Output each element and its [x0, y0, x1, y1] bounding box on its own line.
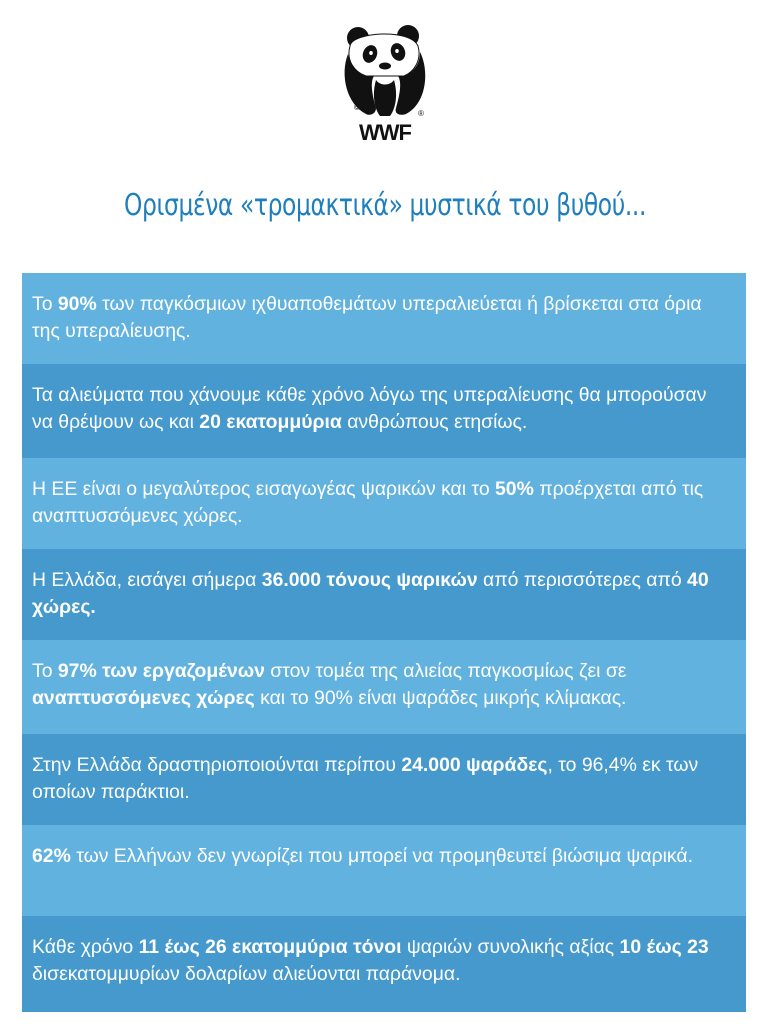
fact-highlight: 97% των εργαζομένων [57, 660, 265, 682]
fact-row [22, 273, 746, 364]
fact-row [22, 734, 746, 825]
fact-segment: Στην Ελλάδα δραστηριοποιούνται περίπου [32, 754, 402, 776]
fact-highlight: αναπτυσσόμενες χώρες [32, 687, 255, 709]
fact-segment: ψαριών συνολικής αξίας [401, 936, 620, 958]
fact-highlight: 36.000 τόνους ψαρικών [261, 569, 478, 591]
panda-icon [340, 24, 430, 120]
fact-highlight: 11 έως 26 εκατομμύρια τόνοι [138, 936, 402, 958]
fact-segment: , το 96,4% εκ των οποίων παράκτιοι. [32, 754, 699, 803]
fact-row [22, 916, 746, 1012]
fact-highlight: 90% [57, 293, 97, 315]
fact-text [32, 934, 732, 988]
fact-text [32, 567, 732, 621]
logo-wordmark: WWF [359, 120, 411, 145]
fact-segment: δισεκατομμυρίων δολαρίων αλιεύονται παράνομα. [32, 963, 461, 985]
fact-segment: από περισσότερες από [477, 569, 688, 591]
wwf-logo [340, 24, 430, 148]
fact-segment: των Ελλήνων δεν γνωρίζει που μπορεί να προμηθευτεί βιώσιμα ψαρικά. [70, 845, 693, 867]
fact-highlight: 40 χώρες. [32, 569, 709, 618]
fact-row [22, 458, 746, 549]
fact-row [22, 640, 746, 734]
fact-segment: ανθρώπους ετησίως. [341, 411, 528, 433]
fact-segment: και το 90% είναι ψαράδες μικρής κλίμακας. [254, 687, 627, 709]
facts-list [22, 273, 746, 1012]
fact-row [22, 364, 746, 458]
fact-highlight: 24.000 ψαράδες [401, 754, 548, 776]
fact-text [32, 291, 732, 345]
fact-segment: Η Ελλάδα, εισάγει σήμερα [32, 569, 262, 591]
page-title: Ορισμένα «τρομακτικά» μυστικά του βυθού... [123, 188, 647, 223]
fact-segment: Κάθε χρόνο [32, 936, 139, 958]
fact-segment: Το [32, 660, 58, 682]
fact-segment: στον τομέα της αλιείας παγκοσμίως ζει σε [264, 660, 627, 682]
fact-row [22, 825, 746, 916]
fact-highlight: 20 εκατομμύρια [199, 411, 342, 433]
fact-text [32, 382, 732, 436]
fact-highlight: 62% [32, 845, 71, 867]
fact-segment: Το [32, 293, 58, 315]
fact-text [32, 476, 732, 530]
copyright-mark: © [354, 103, 360, 112]
fact-segment: προέρχεται από τις αναπτυσσόμενες χώρες. [32, 478, 704, 527]
fact-text [32, 752, 732, 806]
fact-text [32, 658, 732, 712]
fact-segment: Τα αλιεύματα που χάνουμε κάθε χρόνο λόγω της υπεραλίευσης θα μπορούσαν να θρέψουν ως και [32, 384, 707, 433]
fact-segment: των παγκόσμιων ιχθυαποθεμάτων υπεραλιεύεται ή βρίσκεται στα όρια της υπεραλίευσης. [32, 293, 702, 342]
fact-segment: Η ΕΕ είναι ο μεγαλύτερος εισαγωγέας ψαρικών και το [32, 478, 495, 500]
fact-row [22, 549, 746, 640]
fact-highlight: 10 έως 23 [619, 936, 709, 958]
fact-highlight: 50% [495, 478, 534, 500]
fact-text [32, 843, 732, 870]
registered-mark: ® [418, 109, 424, 118]
